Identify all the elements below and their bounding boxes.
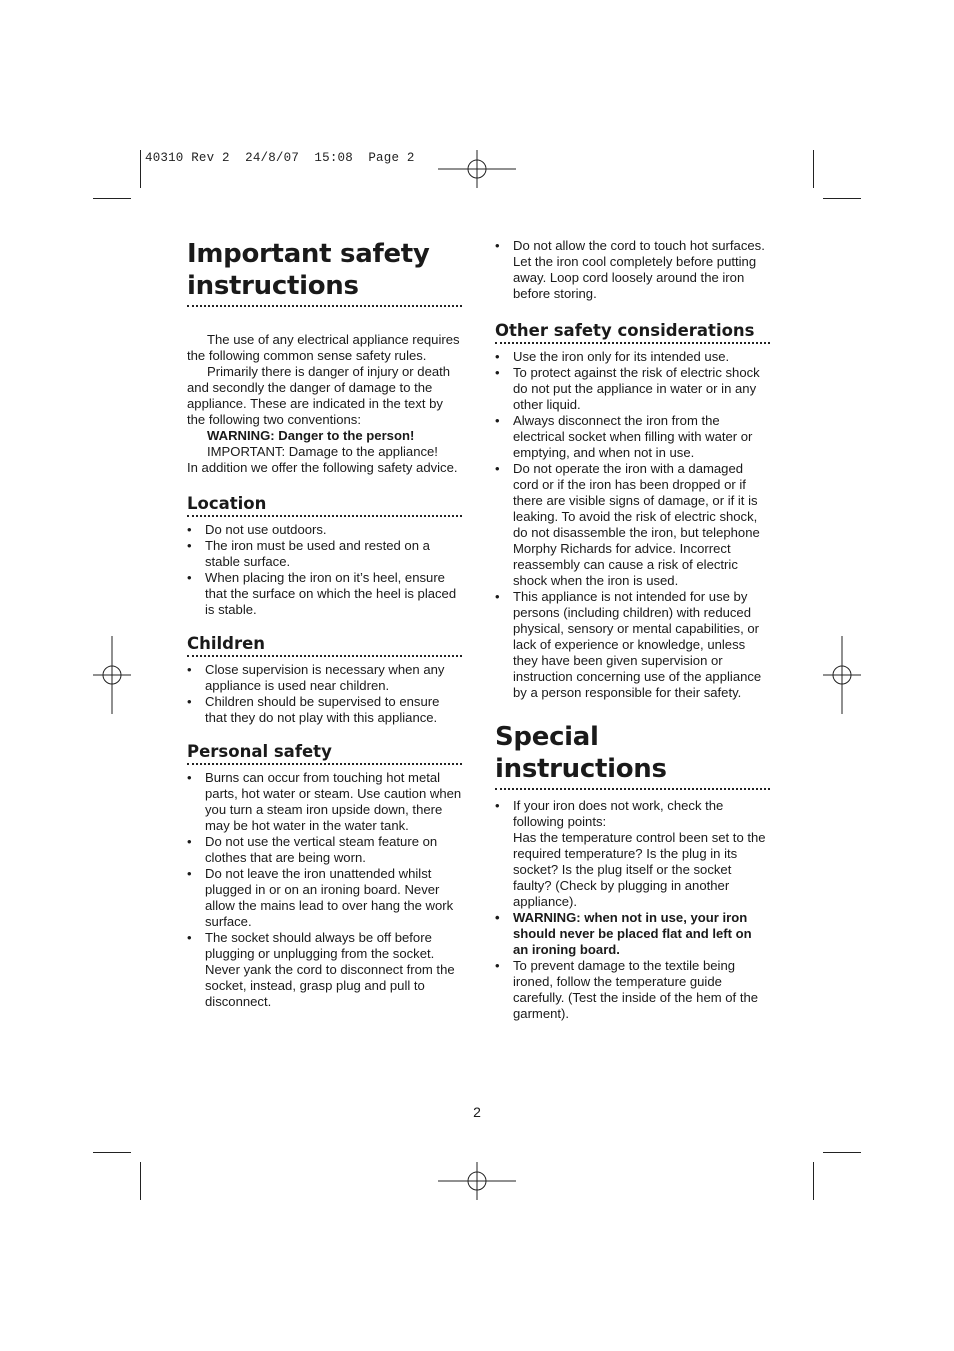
- special-title: Special instructions: [495, 721, 770, 790]
- list-item: • Use the iron only for its intended use.: [495, 349, 770, 365]
- list-item: • The socket should always be off before plugging or unplugging from the socket. Never yank the cord to disconnect from the socket, instead, grasp plug and pull to disconnect.: [187, 930, 462, 1010]
- list-item: • Do not use the vertical steam feature on clothes that are being worn.: [187, 834, 462, 866]
- crop-mark: [823, 1152, 861, 1153]
- page-number: 2: [473, 1104, 481, 1120]
- other-safety-heading: Other safety considerations: [495, 321, 770, 344]
- list-item: • Close supervision is necessary when any appliance is used near children.: [187, 662, 462, 694]
- print-slug: 40310 Rev 2 24/8/07 15:08 Page 2: [145, 151, 415, 165]
- crop-mark: [140, 150, 141, 188]
- list-item: [495, 798, 770, 910]
- crop-mark: [93, 198, 131, 199]
- list-item: • When placing the iron on it’s heel, ensure that the surface on which the heel is placed is stable.: [187, 570, 462, 618]
- cord-list: [495, 238, 770, 302]
- warning-convention: WARNING: Danger to the person!: [207, 428, 415, 443]
- list-item: • To protect against the risk of electric shock do not put the appliance in water or in any other liquid.: [495, 365, 770, 413]
- crop-mark: [823, 198, 861, 199]
- intro-paragraph: The use of any electrical appliance requires the following common sense safety rules.: [187, 332, 460, 363]
- left-column: [187, 238, 462, 1010]
- special-list: [495, 798, 770, 1022]
- registration-mark-icon: [438, 150, 516, 188]
- personal-safety-heading: Personal safety: [187, 742, 462, 765]
- special-item-lead: If your iron does not work, check the following points:: [513, 798, 724, 829]
- list-item: • Do not allow the cord to touch hot surfaces. Let the iron cool completely before putting away. Loop cord loosely around the iron before storing.: [495, 238, 770, 302]
- other-safety-list: [495, 349, 770, 701]
- list-item: • WARNING: when not in use, your iron should never be placed flat and left on an ironing board.: [495, 910, 770, 958]
- list-item: • Children should be supervised to ensure that they do not play with this appliance.: [187, 694, 462, 726]
- registration-mark-icon: [93, 636, 131, 714]
- crop-mark: [813, 1162, 814, 1200]
- children-heading: Children: [187, 634, 462, 657]
- location-list: [187, 522, 462, 618]
- registration-mark-icon: [438, 1162, 516, 1200]
- intro-closing: In addition we offer the following safety advice.: [187, 460, 458, 475]
- special-item-detail: Has the temperature control been set to the required temperature? Is the plug in its socket? Is the plug itself or the socket faulty? (Check by plugging in another appliance).: [513, 830, 766, 909]
- crop-mark: [93, 1152, 131, 1153]
- list-item: • Do not leave the iron unattended whilst plugged in or on an ironing board. Never allow the mains lead to over hang the work surface.: [187, 866, 462, 930]
- intro-paragraph: Primarily there is danger of injury or death and secondly the danger of damage to the appliance. These are indicated in the text by the following two conventions:: [187, 364, 451, 427]
- children-list: [187, 662, 462, 726]
- list-item: • Always disconnect the iron from the electrical socket when filling with water or emptying, and when not in use.: [495, 413, 770, 461]
- list-item: • The iron must be used and rested on a stable surface.: [187, 538, 462, 570]
- list-item: • This appliance is not intended for use by persons (including children) with reduced physical, sensory or mental capabilities, or lack of experience or knowledge, unless they have been given supervision or instruction concerning use of the appliance by a person responsible for their safety.: [495, 589, 770, 701]
- list-item: • Do not operate the iron with a damaged cord or if the iron has been dropped or if there are visible signs of damage, or if it is leaking. To avoid the risk of electric shock, do not disassemble the iron, but telephone Morphy Richards for advice. Incorrect reassembly can cause a risk of electric shock when the iron is used.: [495, 461, 770, 589]
- right-column: [495, 238, 770, 1022]
- crop-mark: [813, 150, 814, 188]
- list-item: • Do not use outdoors.: [187, 522, 462, 538]
- list-item: • Burns can occur from touching hot metal parts, hot water or steam. Use caution when you turn a steam iron upside down, there may be hot water in the water tank.: [187, 770, 462, 834]
- crop-mark: [140, 1162, 141, 1200]
- safety-title: Important safety instructions: [187, 238, 462, 307]
- registration-mark-icon: [823, 636, 861, 714]
- personal-safety-list: [187, 770, 462, 1010]
- list-item: • To prevent damage to the textile being ironed, follow the temperature guide carefully. (Test the inside of the hem of the garment).: [495, 958, 770, 1022]
- location-heading: Location: [187, 494, 462, 517]
- important-convention: IMPORTANT: Damage to the appliance!: [207, 444, 438, 459]
